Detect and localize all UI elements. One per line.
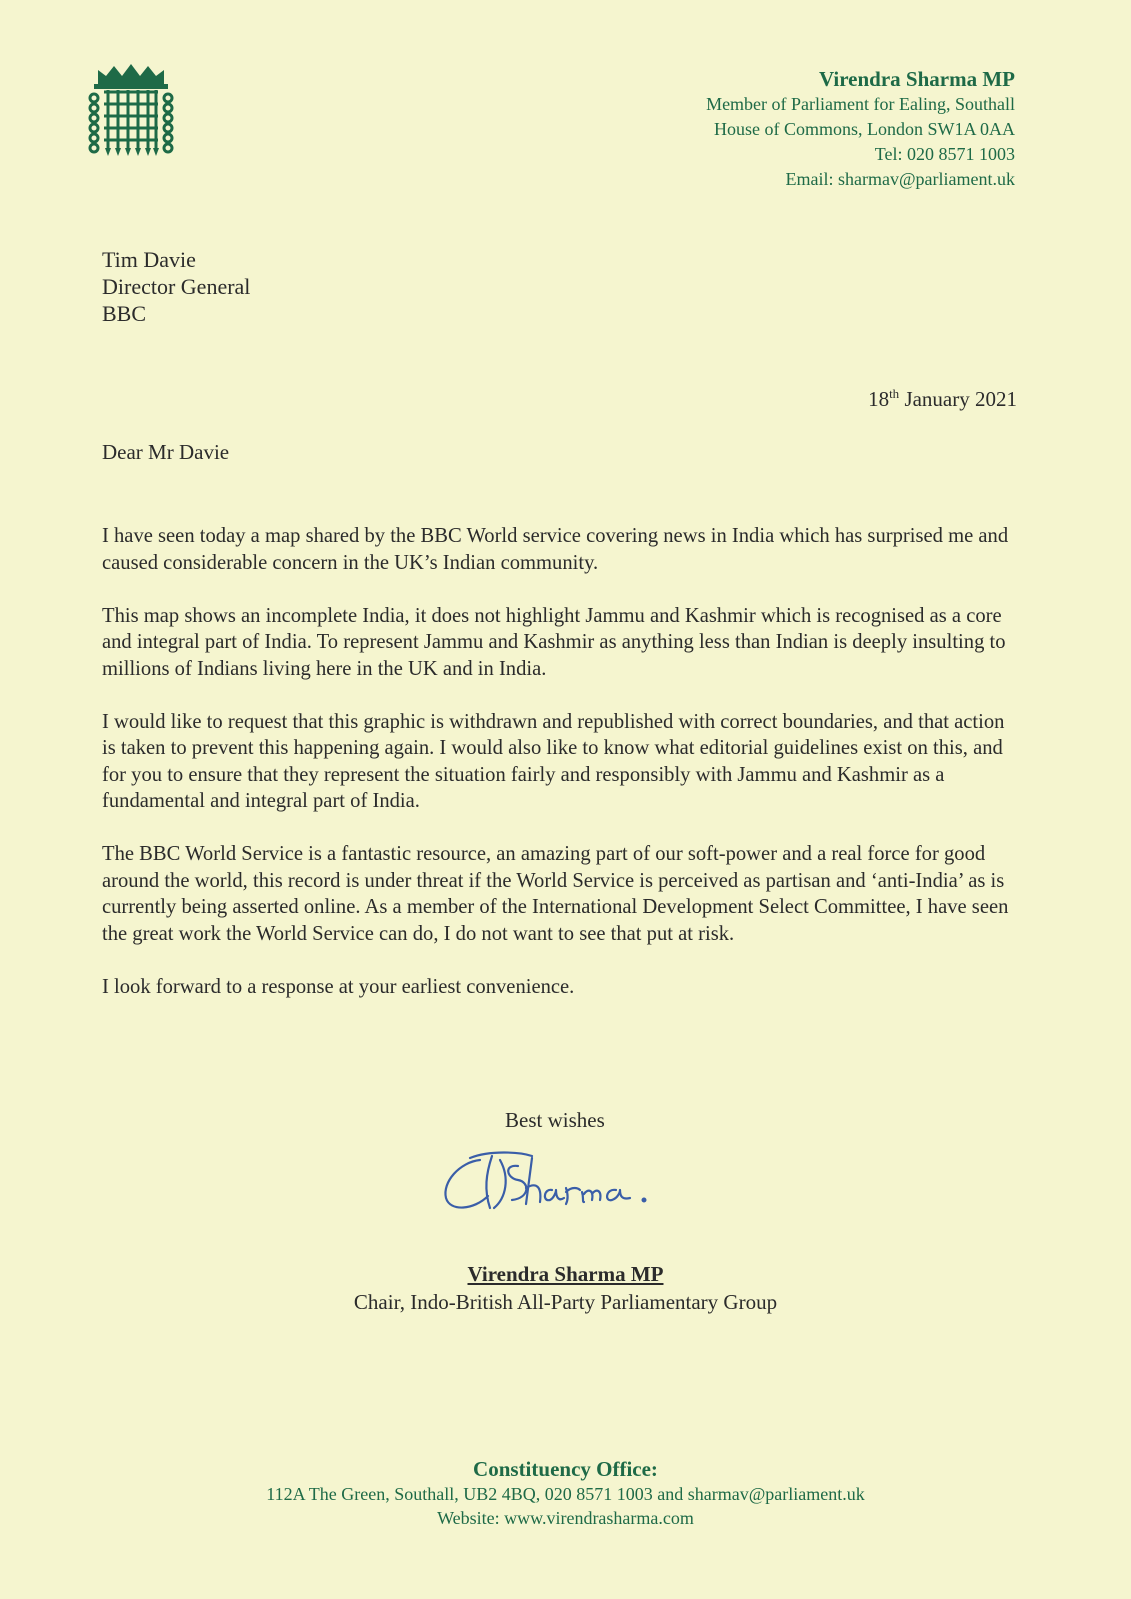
signatory-role: Chair, Indo-British All-Party Parliamentary Group <box>353 1290 778 1314</box>
sender-tel: Tel: 020 8571 1003 <box>874 144 1015 164</box>
body-paragraph: I would like to request that this graphic is withdrawn and republished with correct boundaries, and that action is taken to prevent this happening again. I would also like to know what editorial guidelines exist on this, and for you to ensure that they represent the situation fairly and responsibly with Jammu and Kashmir as a fundamental and integral part of India. <box>102 710 1005 812</box>
handwritten-signature <box>440 1148 680 1222</box>
recipient-title: Director General <box>102 274 251 299</box>
letter-body <box>102 523 1022 1027</box>
footer <box>0 1456 1131 1530</box>
footer-website: Website: www.virendrasharma.com <box>437 1508 694 1528</box>
sender-email: Email: sharmav@parliament.uk <box>785 169 1015 189</box>
body-paragraph: This map shows an incomplete India, it does not highlight Jammu and Kashmir which is recognised as a core and integral part of India. To represent Jammu and Kashmir as anything less than Indian is deeply insulting to millions of Indians living here in the UK and in India. <box>102 604 1006 680</box>
recipient-organization: BBC <box>102 301 147 326</box>
date-suffix: th <box>889 386 900 401</box>
body-paragraph: The BBC World Service is a fantastic resource, an amazing part of our soft-power and a real force for good around the world, this record is under threat if the World Service is perceived as partisan and ‘anti-India’ as is currently being asserted online. As a member of the International Development Select Committee, I have seen the great work the World Service can do, I do not want to see that put at risk. <box>102 843 1009 945</box>
date-rest: January 2021 <box>899 387 1017 411</box>
body-paragraph: I look forward to a response at your earliest convenience. <box>102 975 575 998</box>
recipient-name: Tim Davie <box>102 247 196 272</box>
recipient-block <box>102 246 250 327</box>
letterhead <box>706 66 1015 192</box>
salutation: Dear Mr Davie <box>102 440 230 464</box>
letter-date <box>868 386 1017 412</box>
closing-wishes: Best wishes <box>505 1108 605 1132</box>
footer-address: 112A The Green, Southall, UB2 4BQ, 020 8571 1003 and sharmav@parliament.uk <box>266 1484 865 1504</box>
signatory-name: Virendra Sharma MP <box>467 1262 664 1286</box>
portcullis-icon <box>88 64 174 158</box>
sender-name: Virendra Sharma MP <box>819 67 1015 91</box>
sender-address: House of Commons, London SW1A 0AA <box>714 119 1015 139</box>
footer-title: Constituency Office: <box>473 1457 658 1481</box>
sender-constituency: Member of Parliament for Ealing, Southall <box>706 94 1015 114</box>
body-paragraph: I have seen today a map shared by the BBC World service covering news in India which has surprised me and caused considerable concern in the UK’s Indian community. <box>102 525 1009 574</box>
date-day: 18 <box>868 387 890 411</box>
